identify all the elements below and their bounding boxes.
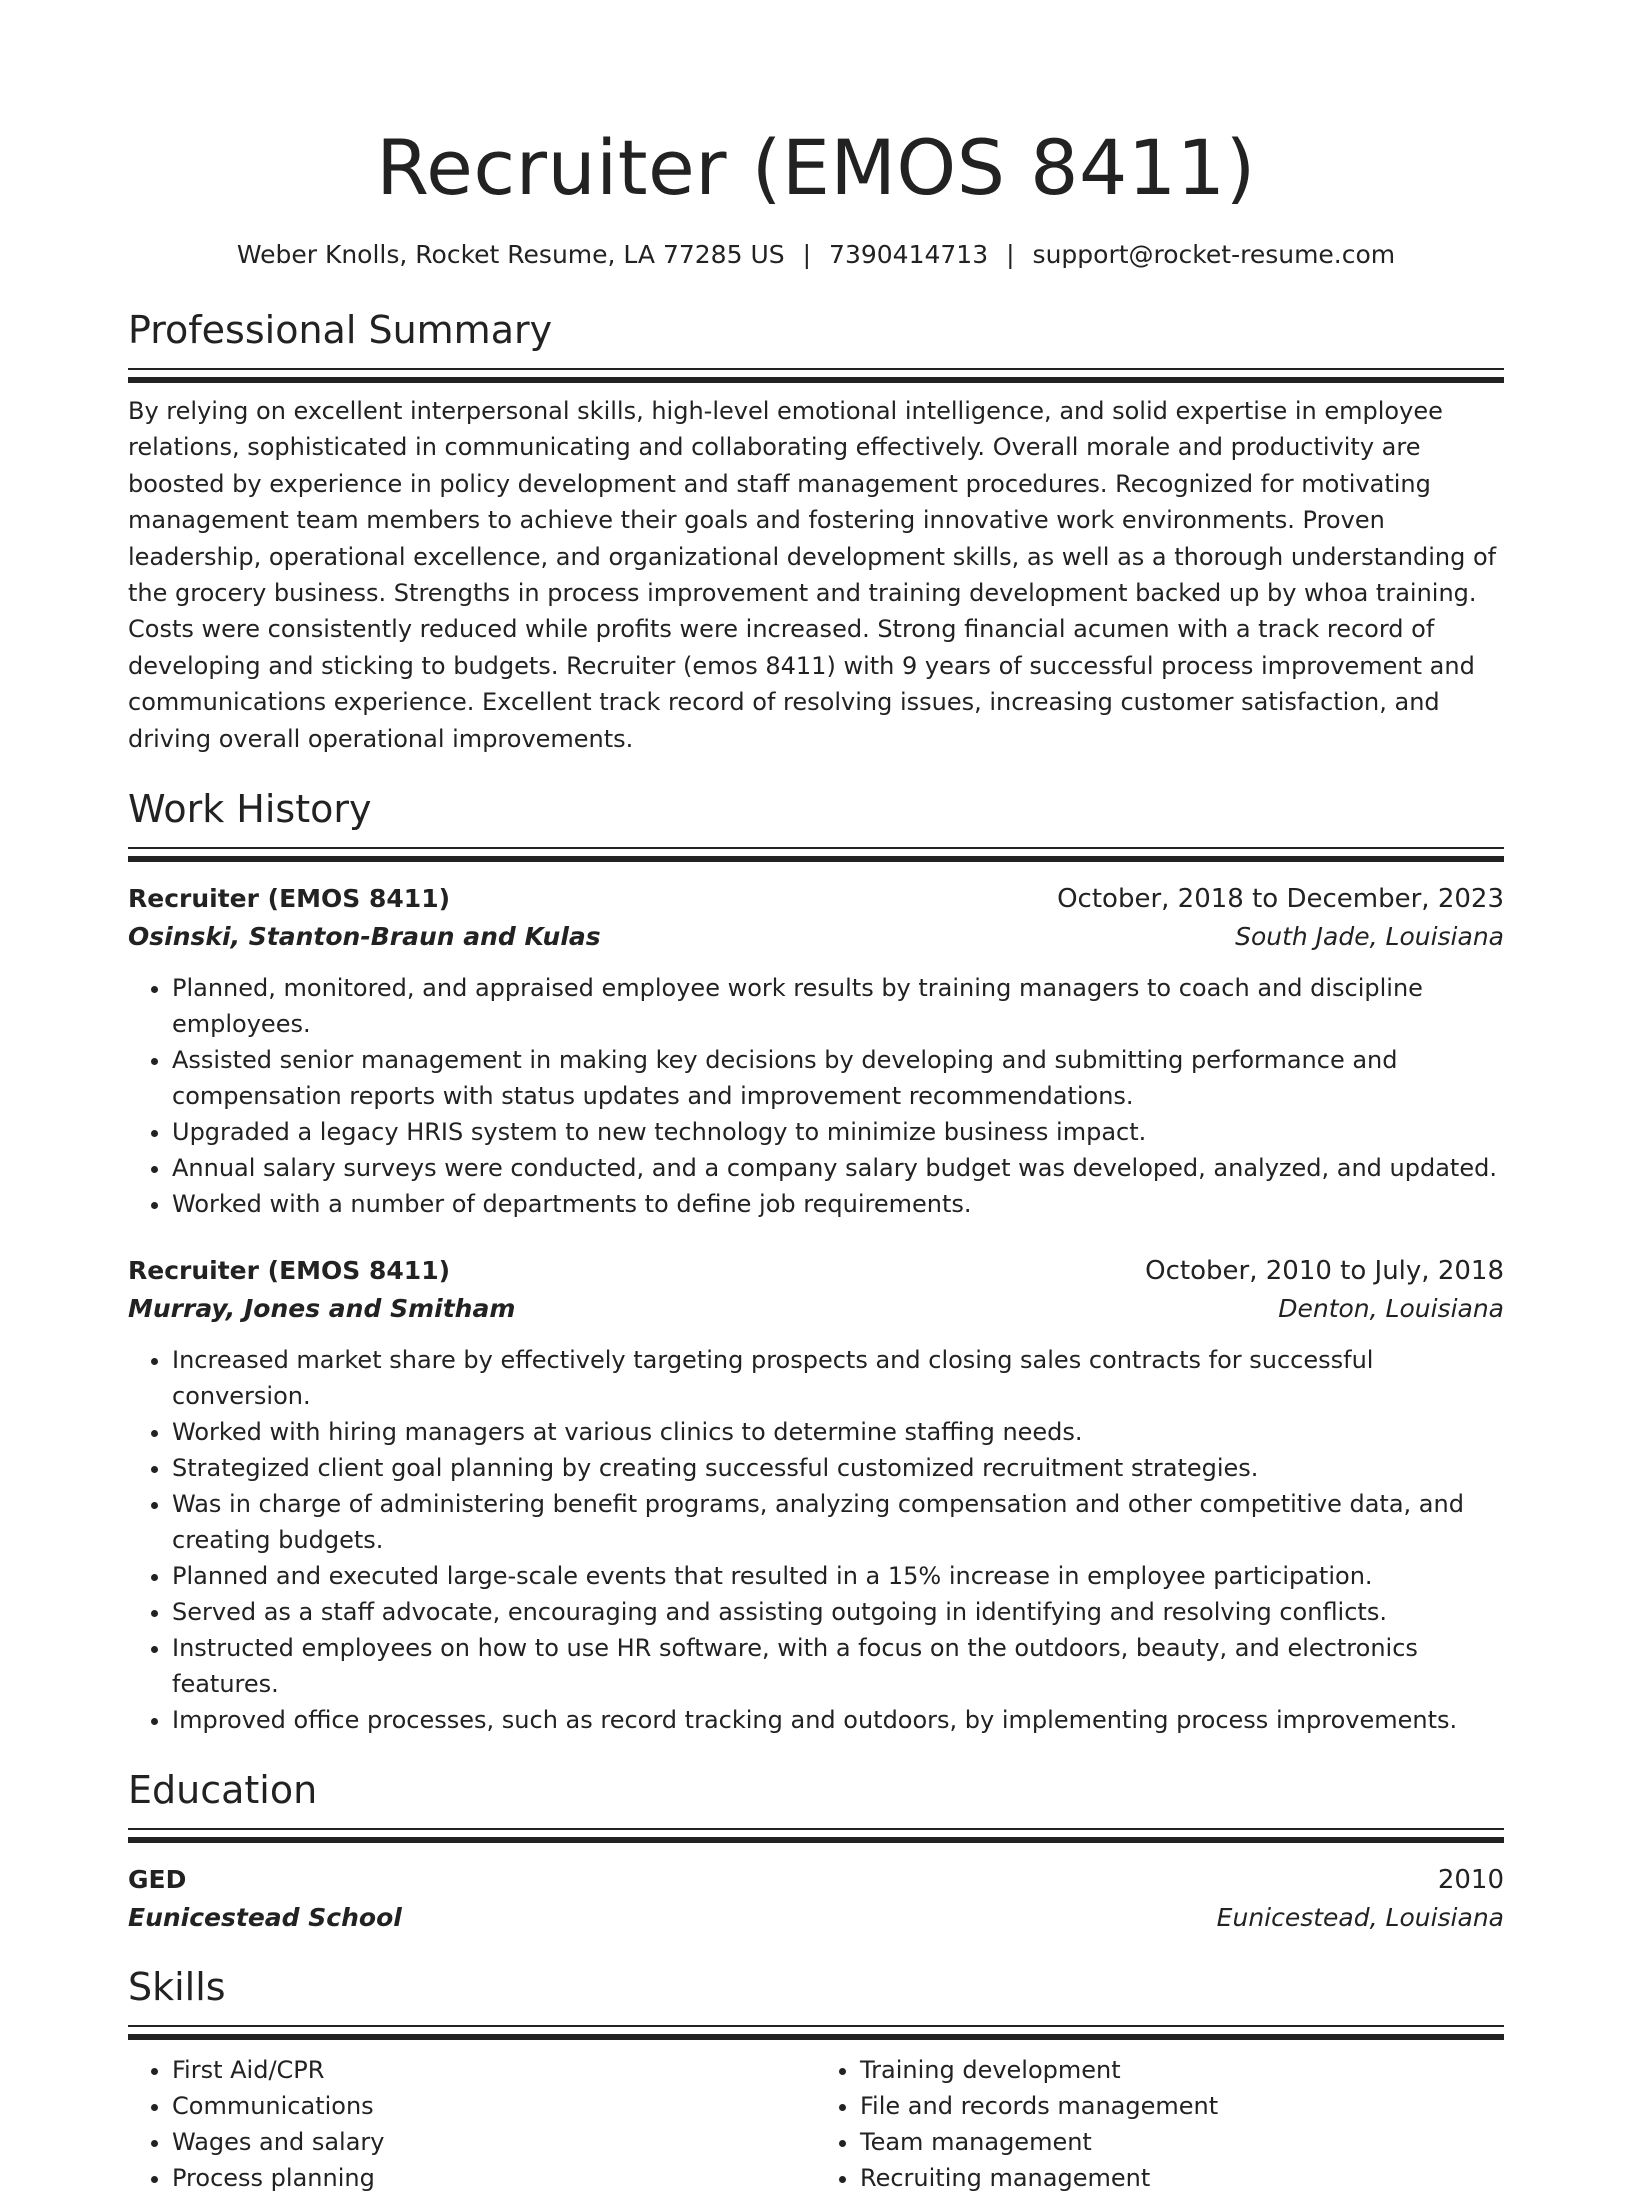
contact-email: support@rocket-resume.com	[1032, 240, 1396, 269]
section-divider	[128, 1828, 1504, 1841]
section-heading-summary: Professional Summary	[128, 308, 553, 352]
job-company: Murray, Jones and Smitham	[128, 1294, 516, 1324]
job-company: Osinski, Stanton-Braun and Kulas	[128, 922, 601, 952]
contact-address: Weber Knolls, Rocket Resume, LA 77285 US	[236, 240, 785, 269]
contact-separator: |	[802, 240, 812, 269]
list-item: • Annual salary surveys were conducted, and a company salary budget was developed, analyzed, and updated.	[172, 1150, 1504, 1186]
list-item: • First Aid/CPR	[172, 2052, 816, 2088]
resume-page	[128, 0, 1504, 2196]
job-entry	[128, 1252, 1504, 1738]
job-dates: October, 2010 to July, 2018	[1145, 1256, 1504, 1287]
education-location: Eunicestead, Louisiana	[1216, 1903, 1504, 1933]
list-item: • Process planning	[172, 2160, 816, 2196]
summary-text: By relying on excellent interpersonal skills, high-level emotional intelligence, and solid expertise in employee relations, sophisticated in communicating and collaborating effectively. Overall morale and productivity are boosted by experience in policy development and staff management procedures. Recognized for motivating management team members to achieve their goals and fostering innovative work environments. Proven leadership, operational excellence, and organizational development skills, as well as a thorough understanding of the grocery business. Strengths in process improvement and training development backed up by whoa training. Costs were consistently reduced while profits were increased. Strong financial acumen with a track record of developing and sticking to budgets. Recruiter (emos 8411) with 9 years of successful process improvement and communications experience. Excellent track record of resolving issues, increasing customer satisfaction, and driving overall operational improvements.	[128, 397, 1497, 753]
list-item: • Worked with hiring managers at various clinics to determine staffing needs.	[172, 1414, 1504, 1450]
job-title: Recruiter (EMOS 8411)	[128, 1256, 451, 1286]
section-divider	[128, 2025, 1504, 2038]
education-section	[128, 1766, 1504, 1937]
skills-column-left	[128, 2052, 816, 2196]
job-location: Denton, Louisiana	[1278, 1294, 1504, 1324]
job-bullets	[128, 970, 1504, 1222]
list-item: • Planned, monitored, and appraised employee work results by training managers to coach and discipline employees.	[172, 970, 1504, 1042]
list-item: • File and records management	[860, 2088, 1504, 2124]
job-bullets	[128, 1342, 1504, 1738]
list-item: • Instructed employees on how to use HR software, with a focus on the outdoors, beauty, and electronics features.	[172, 1630, 1504, 1702]
summary-section	[128, 306, 1504, 757]
skills-list	[128, 2052, 1504, 2196]
education-entry	[128, 1861, 1504, 1937]
candidate-name: Recruiter (EMOS 8411)	[376, 123, 1256, 212]
section-heading-education: Education	[128, 1768, 318, 1813]
job-dates: October, 2018 to December, 2023	[1057, 884, 1504, 915]
list-item: • Improved office processes, such as record tracking and outdoors, by implementing process improvements.	[172, 1702, 1504, 1738]
section-heading-skills: Skills	[128, 1965, 226, 2010]
list-item: • Training development	[860, 2052, 1504, 2088]
list-item: • Worked with a number of departments to define job requirements.	[172, 1186, 1504, 1222]
skills-section	[128, 1963, 1504, 2196]
job-location: South Jade, Louisiana	[1235, 922, 1504, 952]
section-divider	[128, 368, 1504, 381]
contact-phone: 7390414713	[829, 240, 989, 269]
job-title: Recruiter (EMOS 8411)	[128, 884, 451, 914]
job-entry	[128, 880, 1504, 1222]
skills-column-right	[816, 2052, 1504, 2196]
section-heading-work: Work History	[128, 787, 372, 832]
list-item: • Served as a staff advocate, encouraging and assisting outgoing in identifying and resolving conflicts.	[172, 1594, 1504, 1630]
education-degree: GED	[128, 1865, 187, 1895]
list-item: • Recruiting management	[860, 2160, 1504, 2196]
education-year: 2010	[1437, 1865, 1504, 1896]
list-item: • Assisted senior management in making key decisions by developing and submitting performance and compensation reports with status updates and improvement recommendations.	[172, 1042, 1504, 1114]
contact-separator: |	[1006, 240, 1015, 269]
contact-line	[128, 238, 1504, 272]
work-history-section	[128, 785, 1504, 1738]
list-item: • Communications	[172, 2088, 816, 2124]
list-item: • Team management	[860, 2124, 1504, 2160]
list-item: • Planned and executed large-scale events that resulted in a 15% increase in employee participation.	[172, 1558, 1504, 1594]
section-divider	[128, 847, 1504, 860]
education-school: Eunicestead School	[128, 1903, 402, 1933]
list-item: • Wages and salary	[172, 2124, 816, 2160]
list-item: • Was in charge of administering benefit programs, analyzing compensation and other competitive data, and creating budgets.	[172, 1486, 1504, 1558]
list-item: • Upgraded a legacy HRIS system to new technology to minimize business impact.	[172, 1114, 1504, 1150]
list-item: • Strategized client goal planning by creating successful customized recruitment strategies.	[172, 1450, 1504, 1486]
list-item: • Increased market share by effectively targeting prospects and closing sales contracts for successful conversion.	[172, 1342, 1504, 1414]
